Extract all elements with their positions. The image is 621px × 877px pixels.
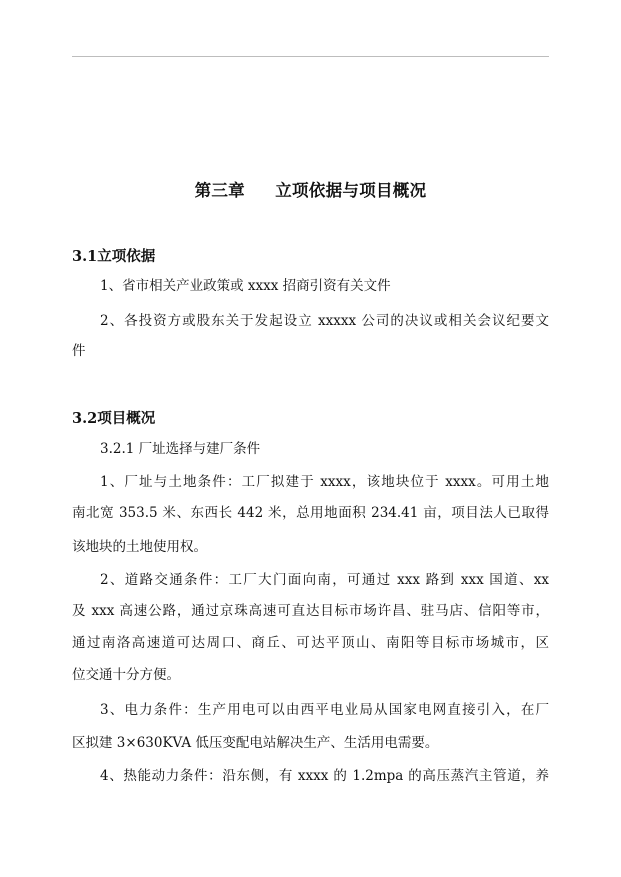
list-item-continuation: 件 xyxy=(72,343,86,359)
section-heading-3-1: 3.1立项依据 xyxy=(72,248,156,265)
paragraph-line: 4、热能动力条件：沿东侧，有 xxxx 的 1.2mpa 的高压蒸汽主管道，养 xyxy=(100,768,549,784)
section-heading-3-2: 3.2项目概况 xyxy=(72,410,156,427)
chapter-title: 第三章 立项依据与项目概况 xyxy=(194,181,427,200)
paragraph-line: 通过南洛高速道可达周口、商丘、可达平顶山、南阳等目标市场城市，区 xyxy=(72,635,549,651)
list-item: 2、各投资方或股东关于发起设立 xxxxx 公司的决议或相关会议纪要文 xyxy=(100,313,549,329)
paragraph-line: 位交通十分方便。 xyxy=(72,667,180,683)
paragraph-line: 区拟建 3×630KVA 低压变配电站解决生产、生活用电需要。 xyxy=(72,735,439,751)
paragraph-line: 南北宽 353.5 米、东西长 442 米，总用地面积 234.41 亩，项目法人已取得 xyxy=(72,505,549,521)
paragraph-line: 2、道路交通条件：工厂大门面向南，可通过 xxx 路到 xxx 国道、xx xyxy=(100,572,549,588)
paragraph-line: 该地块的土地使用权。 xyxy=(72,539,207,555)
list-item: 1、省市相关产业政策或 xxxx 招商引资有关文件 xyxy=(100,278,391,294)
header-rule xyxy=(72,56,549,57)
paragraph-line: 及 xxx 高速公路，通过京珠高速可直达目标市场许昌、驻马店、信阳等市， xyxy=(72,603,549,619)
subsection-heading: 3.2.1 厂址选择与建厂条件 xyxy=(100,441,261,457)
paragraph-line: 1、厂址与土地条件：工厂拟建于 xxxx，该地块位于 xxxx。可用土地 xyxy=(100,474,549,490)
paragraph-line: 3、电力条件：生产用电可以由西平电业局从国家电网直接引入，在厂 xyxy=(100,702,549,718)
